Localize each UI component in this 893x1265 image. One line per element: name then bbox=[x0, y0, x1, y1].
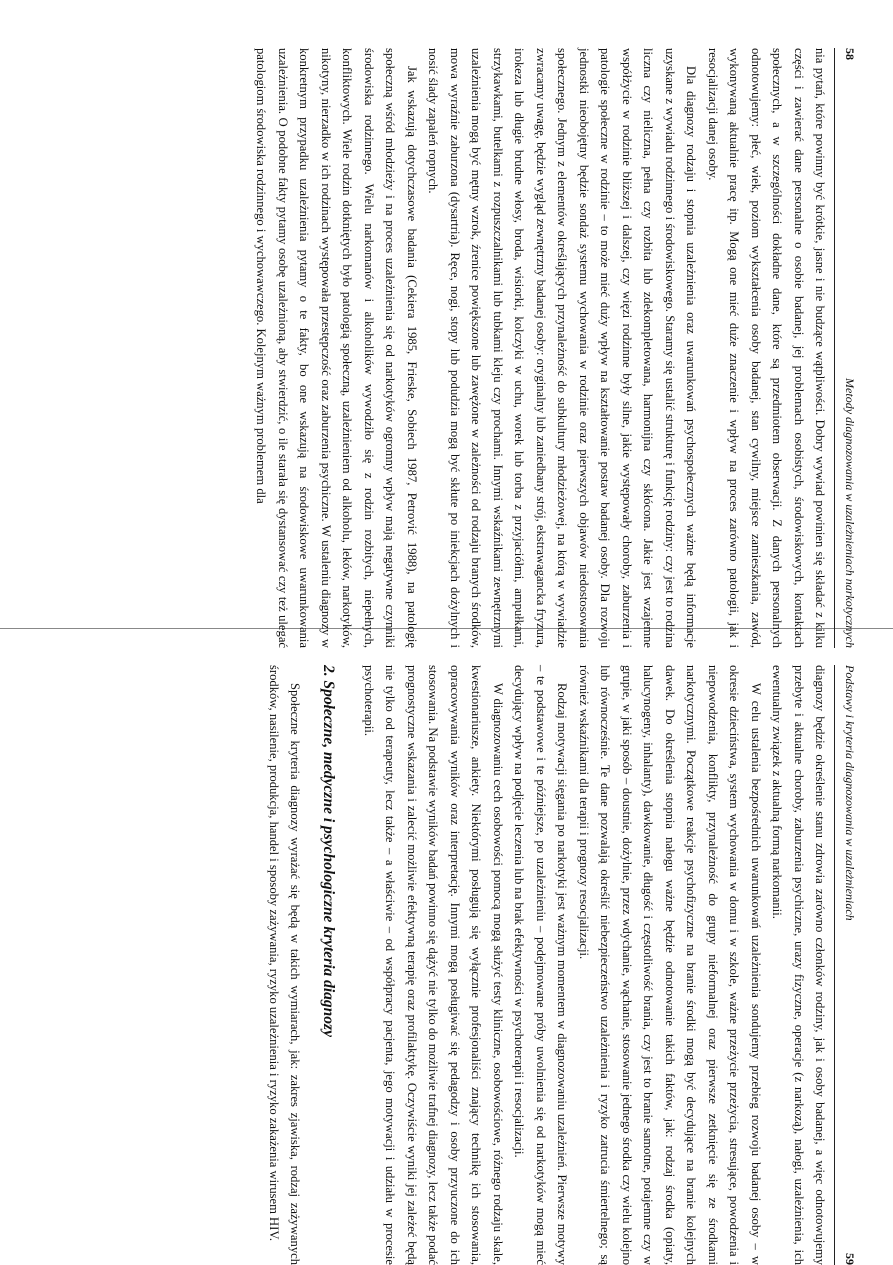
page-number: 59 bbox=[843, 1253, 857, 1265]
running-title: Podstawy i kryteria diagnozowania w uzależnieniach bbox=[843, 665, 857, 921]
running-head bbox=[835, 48, 861, 648]
paragraph: Dla diagnozy rodzaju i stopnia uzależnienia oraz uwarunkowań psychospołecznych ważne będą informacje uzyskane z wywiadu rodzinnego i środowiskowego. Staramy się ustalić strukturę i funkcję rodziny: czy jest to rodzina liczna czy nieliczna, pełna czy rozbita lub zdekompletowana, harmonijna czy skłócona. Jakie jest wzajemne współżycie w rodzinie bliższej i dalszej, czy więzi rodzinne były silne, jakie występowały choroby, zaburzenia i patologie społeczne w rodzinie – to może mieć duży wpływ na kształtowanie postaw badanej osoby. Dla rozwoju jednostki nieobojętny będzie sondaż systemu wychowania w rodzinie oraz pierwszych objawów niedostosowania społecznego. Jednym z elementów określających przynależność do subkultury młodzieżowej, na którą w wywiadzie zwracamy uwagę, będzie wygląd zewnętrzny badanej osoby: oryginalny lub zaniedbany strój, ekstrawagancka fryzura, irokeza lub długie brudne włosy, broda, wisiorki, kolczyki w uchu, worek lub torba z przyjaciółmi, ampułkami, strzykawkami, butelkami z rozpuszczalnikami lub tubkami kleju czy prochami. Innymi wskaźnikami zewnętrznymi uzależnienia mogą być mętny wzrok, źrenice powiększone lub zawężone w zależności od rodzaju branych środków, mowa wyraźnie zaburzona (dysartria). Ręce, nogi, stopy lub podudzia mogą być skłute po iniekcjach dożylnych i nosić ślady zapaleń ropnych. bbox=[426, 48, 699, 648]
right-page bbox=[263, 665, 861, 1265]
running-title: Metody diagnozowania w uzależnieniach narkotycznych bbox=[843, 378, 857, 648]
paragraph: W diagnozowaniu cech osobowości pomocą mogą służyć testy kliniczne, osobowościowe, różnego rodzaju skale, kwestionariusze, ankiety. Niektórymi posługują się wyłącznie profesjonaliści znający technikę ich stosowania, opracowywania wyników oraz interpretację. Innymi mogą posługiwać się pedagodzy i osoby przyuczone do ich stosowania. Na podstawie wyników badań powinno się dążyć nie tylko do możliwie trafnej diagnozy, lecz także podać prognostyczne wskazania i zalecić możliwie efektywną terapię oraz profilaktykę. Oczywiście wyniki jej zależeć będą nie tylko od terapeuty, lecz także – a właściwie – od współpracy pacjenta, jego motywacji i udziału w procesie psychoterapii. bbox=[362, 665, 505, 1265]
paragraph: nia pytań, które powinny być krótkie, jasne i nie budzące wątpliwości. Dobry wywiad powinien się składać z kilku części i zawierać dane personalne o osobie badanej, jej problemach osobistych, środowiskowych, kontaktach społecznych, a w szczególności dokładne dane, które są przedmiotem obserwacji. Z danych personalnych odnotowujemy: płeć, wiek, poziom wykształcenia osoby badanej, stan cywilny, miejsce zamieszkania, zawód, wykonywaną aktualnie pracę itp. Mogą one mieć duże znaczenie i wpływ na proces zarówno patologii, jak i resocjalizacji danej osoby. bbox=[706, 48, 828, 648]
paragraph: diagnozy będzie określenie stanu zdrowia zarówno członków rodziny, jak i osoby badanej, a więc odnotowujemy przebyte i aktualne choroby, zaburzenia psychiczne, urazy fizyczne, operacje (z narkozą), nałogi, uzależnienia, ich ewentualny związek z aktualną formą narkomanii. bbox=[770, 665, 828, 1265]
section-heading: 2. Społeczne, medyczne i psychologiczne kryteria diagnozy bbox=[320, 665, 338, 1037]
paragraph: W celu ustalenia bezpośrednich uwarunkowań uzależnienia sondujemy przebieg rozwoju badanej osoby – w okresie dzieciństwa, system wychowania w domu i w szkole, ważne przeżycie przeżycia, stresujące, powodzenia i niepowodzenia, konflikty, przynależność do grupy nieformalnej oraz pierwsze zetknięcie się ze środkami narkotycznymi. Początkowe reakcje psychofizyczne na branie środki mogą być decydujące na branie kolejnych dawek. Do określenia stopnia nałogu ważne będzie odnotowanie takich faktów, jak: rodzaj środka (opiaty, halucynogeny, inhalanty), dawkowanie, długość i częstotliwość brania, czy jest to branie samotne, potajemne czy w grupie, w jaki sposób – doustnie, dożylnie, przez wdychanie, wąchanie, stosowanie jednego środka czy wielu kolejno lub równocześnie. Te dane pozwalają określić niebezpieczeństwo uzależnienia i ryzyko zatrucia śmiertelnego; są również wskaźnikami dla terapii i prognozy resocjalizacji. bbox=[577, 665, 763, 1265]
left-page bbox=[250, 48, 860, 648]
paragraph: Jak wskazują dotychczasowe badania (Cekiera 1985, Frieske, Sobiech 1987, Petrović 1988), na patologię społeczną wśród młodzieży i na proces uzależnienia się od narkotyków ogromny wpływ mają negatywne czynniki środowiska rodzinnego. Wielu narkomanów i alkoholików wywodziło się z rodzin rozbitych, niepełnych, konfliktowych. Wiele rodzin dotkniętych było patologią społeczną, uzależnieniem od alkoholu, leków, narkotyków, nikotyny, nierzadko w ich rodzinach występowała przestępczość oraz zaburzenia psychiczne. W ustaleniu diagnozy w konkretnym przypadku uzależnienia pytamy o te fakty, bo one wskazują na środowiskowe uwarunkowania uzależnienia. O podobne fakty pytamy osobę uzależnioną, aby stwierdzić, o ile starała się dystansować czy też ulegać patologiom środowiska rodzinnego i wychowawczego. Kolejnym ważnym problemem dla bbox=[254, 48, 419, 648]
running-head bbox=[835, 665, 861, 1265]
page-number: 58 bbox=[843, 48, 857, 60]
paragraph: Społeczne kryteria diagnozy wyrażać się będą w takich wymiarach, jak: zakres zjawiska, rodzaj zażywanych środków, nasilenie, produkcja, handel i sposoby zażywania, ryzyko uzależnienia i ryzyko zakażenia wirusem HIV. bbox=[267, 665, 303, 1265]
paragraph: Rodzaj motywacji sięgania po narkotyki jest ważnym momentem w diagnozowaniu uzależnień. Pierwsze motywy – te podstawowe i te późniejsze, po uzależnieniu – podejmowane próby uwolnienia się od narkotyków mogą mieć decydujący wpływ na podjęcie leczenia lub na brak efektywności w psychoterapii i resocjalizacji. bbox=[512, 665, 570, 1265]
